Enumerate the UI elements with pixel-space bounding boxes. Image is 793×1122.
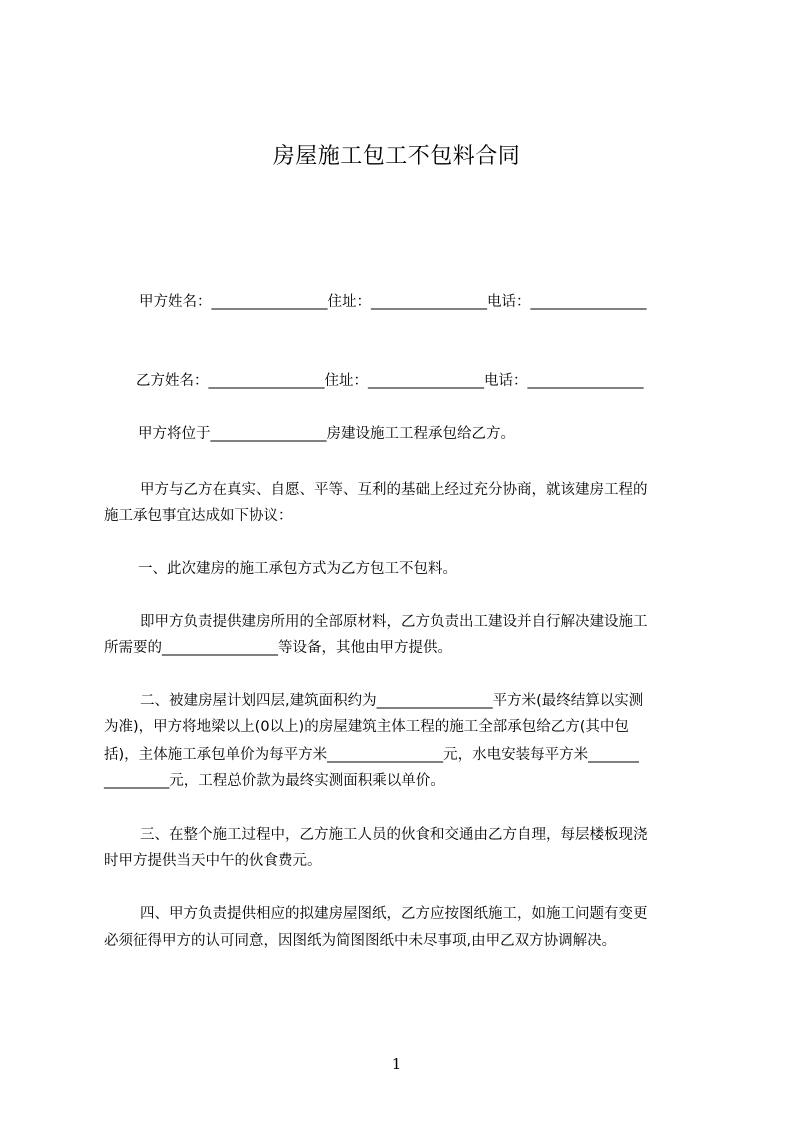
clause-1-heading: 一、此次建房的施工承包方式为乙方包工不包料。 <box>138 561 457 577</box>
intro-paragraph-line-2: 施工承包事宜达成如下协议： <box>104 508 293 524</box>
party-a-info-line: 甲方姓名：________________住址：________________电话：________________ <box>139 294 647 310</box>
document-title: 房屋施工包工不包料合同 <box>272 144 521 169</box>
project-location-line: 甲方将位于________________房建设施工工程承包给乙方。 <box>138 426 515 442</box>
clause-3-line-1: 三、在整个施工过程中，乙方施工人员的伙食和交通由乙方自理，每层楼板现浇 <box>140 827 648 843</box>
clause-3-line-2: 时甲方提供当天中午的伙食费元。 <box>104 853 322 869</box>
page-number: 1 <box>391 1055 402 1073</box>
clause-4-line-2: 必须征得甲方的认可同意，因图纸为简图图纸中未尽事项,由甲乙双方协调解决。 <box>104 933 617 949</box>
clause-1-detail-line-1: 即甲方负责提供建房所用的全部原材料，乙方负责出工建设并自行解决建设施工 <box>140 614 648 630</box>
clause-2-line-4: _________元，工程总价款为最终实测面积乘以单价。 <box>104 773 445 789</box>
intro-paragraph-line-1: 甲方与乙方在真实、自愿、平等、互利的基础上经过充分协商，就该建房工程的 <box>140 482 648 498</box>
clause-2-line-3: 括)，主体施工承包单价为每平方米________________元，水电安装每平方米_______ <box>104 747 639 763</box>
clause-4-line-1: 四、甲方负责提供相应的拟建房屋图纸，乙方应按图纸施工，如施工问题有变更 <box>140 906 648 922</box>
clause-2-line-2: 为准)，甲方将地梁以上(0以上)的房屋建筑主体工程的施工全部承包给乙方(其中包 <box>104 719 629 735</box>
party-b-info-line: 乙方姓名：________________住址：________________电话：________________ <box>136 373 644 389</box>
clause-1-detail-line-2: 所需要的________________等设备，其他由甲方提供。 <box>104 640 452 656</box>
clause-2-line-1: 二、被建房屋计划四层,建筑面积约为________________平方米(最终结算以实测 <box>140 693 644 709</box>
